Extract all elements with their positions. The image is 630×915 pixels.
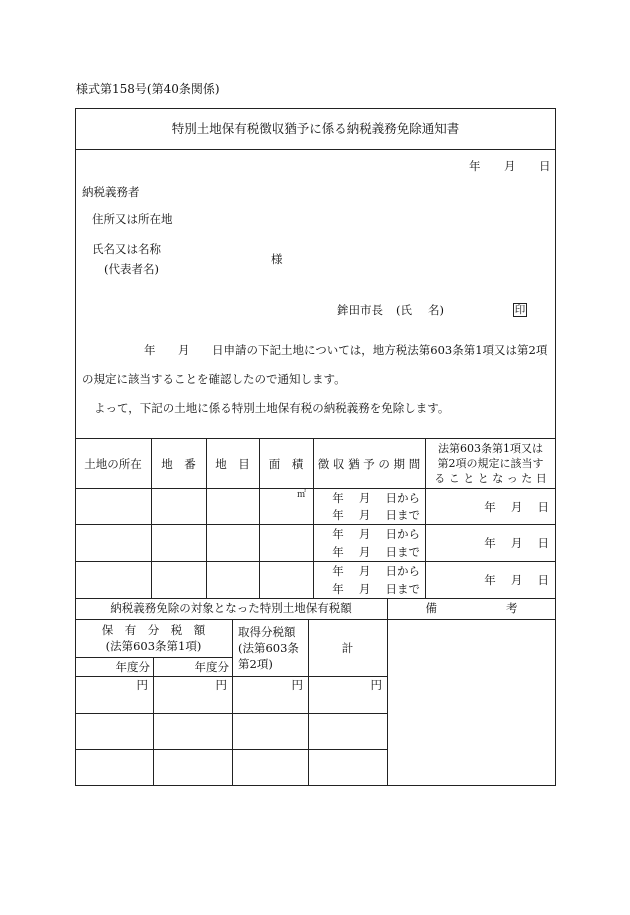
acquisition-tax-law-1: (法第603条 xyxy=(238,641,299,655)
land-header-bottom xyxy=(75,488,556,489)
yen-unit: 円 xyxy=(370,678,382,692)
issuer-name-close: 名) xyxy=(428,303,444,317)
total-label: 計 xyxy=(341,641,354,655)
form-number: 様式第158号(第40条関係) xyxy=(76,82,220,96)
header-lot: 地 番 xyxy=(161,457,196,471)
address-label: 住所又は所在地 xyxy=(92,212,173,226)
name-label: 氏名又は名称 xyxy=(92,242,161,256)
applicable-date-2: 年 月 日 xyxy=(484,536,549,550)
yen-unit: 円 xyxy=(215,678,227,692)
header-applicable-line-2: 第2項の規定に該当す xyxy=(437,457,544,470)
title-divider xyxy=(75,149,556,150)
period-to-3: 年 月 日まで xyxy=(332,582,420,596)
tax-row-divider xyxy=(75,713,387,714)
issuer-name-open: (氏 xyxy=(396,303,412,317)
header-area: 面 積 xyxy=(268,457,304,471)
land-row-2-bottom xyxy=(75,561,556,562)
area-unit: ㎡ xyxy=(297,490,307,500)
period-to-1: 年 月 日まで xyxy=(332,508,420,522)
body-line-3: よって，下記の土地に係る特別土地保有税の納税義務を免除します。 xyxy=(94,401,450,415)
date-month: 月 xyxy=(504,159,516,173)
seal-mark: 印 xyxy=(514,304,526,316)
form-title: 特別土地保有税徴収猶予に係る納税義務免除通知書 xyxy=(171,121,460,136)
period-from-3: 年 月 日から xyxy=(332,564,420,578)
period-from-2: 年 月 日から xyxy=(332,527,420,541)
tax-col-divider xyxy=(232,619,233,786)
date-year: 年 xyxy=(469,159,481,173)
yen-unit: 円 xyxy=(136,678,148,692)
acquisition-tax-label: 取得分税額 xyxy=(238,625,296,639)
header-category: 地 目 xyxy=(215,457,250,471)
header-location: 土地の所在 xyxy=(84,457,142,471)
holding-tax-law: (法第603条第1項) xyxy=(105,639,202,653)
fiscal-year-label-1: 年度分 xyxy=(115,660,150,674)
fiscal-year-label-2: 年度分 xyxy=(194,660,229,674)
tax-header-bottom xyxy=(75,619,556,620)
period-from-1: 年 月 日から xyxy=(332,491,420,505)
header-period: 徴 収 猶 予 の 期 間 xyxy=(317,457,421,471)
date-day: 日 xyxy=(539,159,551,173)
land-table-bottom xyxy=(75,598,556,599)
remarks-header: 備 考 xyxy=(425,601,518,615)
issuer-title: 鉾田市長 xyxy=(337,303,383,317)
honorific: 様 xyxy=(271,252,283,266)
holding-tax-divider xyxy=(75,657,232,658)
exempt-tax-header: 納税義務免除の対象となった特別土地保有税額 xyxy=(110,601,352,615)
header-applicable-line-3: る こ と と な っ た 日 xyxy=(434,472,547,485)
yen-unit: 円 xyxy=(291,678,303,692)
body-year: 年 xyxy=(144,343,156,357)
representative-label: (代表者名) xyxy=(104,262,159,276)
taxpayer-heading: 納税義務者 xyxy=(82,185,140,199)
acquisition-tax-law-2: 第2項) xyxy=(238,657,273,671)
land-row-1-bottom xyxy=(75,524,556,525)
body-line-1: 日申請の下記土地については，地方税法第603条第1項又は第2項 xyxy=(212,343,548,357)
body-month: 月 xyxy=(178,343,190,357)
body-line-2: の規定に該当することを確認したので通知します。 xyxy=(82,372,346,386)
applicable-date-3: 年 月 日 xyxy=(484,573,549,587)
tax-row-divider xyxy=(75,749,387,750)
applicable-date-1: 年 月 日 xyxy=(484,500,549,514)
land-table-top xyxy=(75,438,556,439)
remarks-divider xyxy=(387,598,388,786)
holding-tax-label: 保 有 分 税 額 xyxy=(101,623,206,637)
period-to-2: 年 月 日まで xyxy=(332,545,420,559)
header-applicable-line-1: 法第603条第1項又は xyxy=(438,442,543,455)
tax-row-top xyxy=(75,676,387,677)
